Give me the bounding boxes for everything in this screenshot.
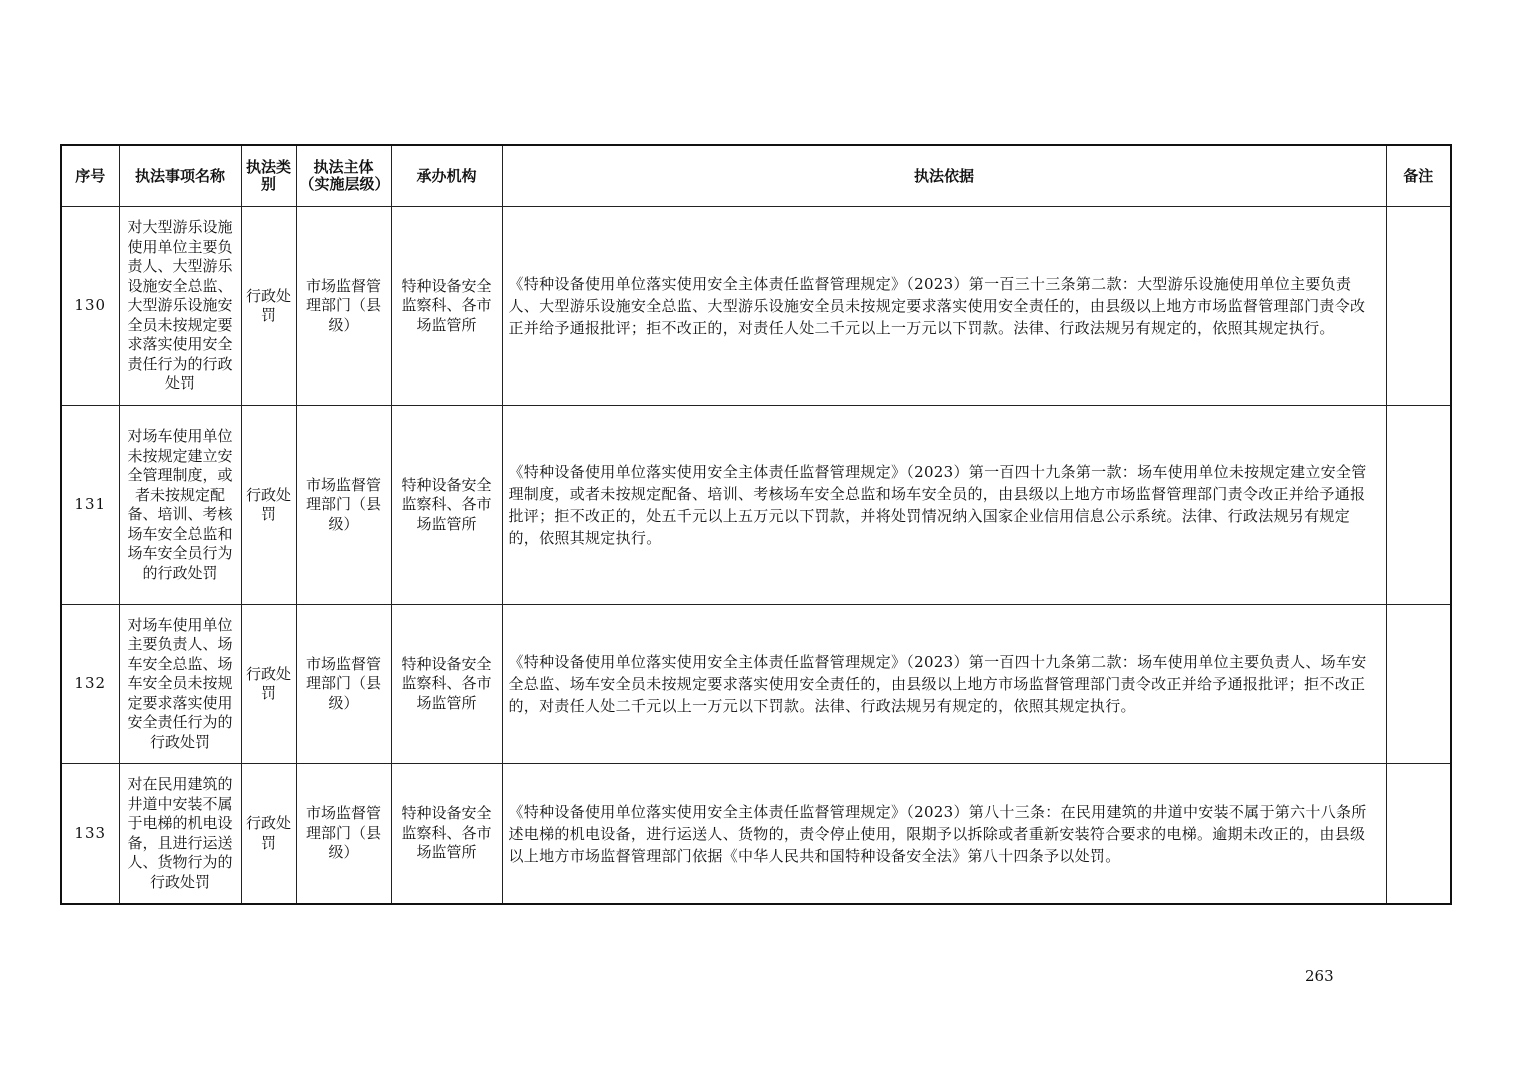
cell-subject: 市场监督管理部门（县级）	[296, 605, 391, 764]
cell-basis: 《特种设备使用单位落实使用安全主体责任监督管理规定》（2023）第一百四十九条第一款：场车使用单位未按规定建立安全管理制度，或者未按规定配备、培训、考核场车安全总监和场车安全员的，由县级以上地方市场监督管理部门责令改正并给予通报批评；拒不改正的，处五千元以上五万元以下罚款，并将处罚情况纳入国家企业信用信息公示系统。法律、行政法规另有规定的，依照其规定执行。	[502, 406, 1386, 605]
cell-category: 行政处罚	[241, 406, 296, 605]
cell-remarks	[1386, 406, 1451, 605]
cell-item-name: 对在民用建筑的井道中安装不属于电梯的机电设备，且进行运送人、货物行为的行政处罚	[119, 764, 241, 905]
cell-office: 特种设备安全监察科、各市场监管所	[391, 207, 502, 406]
cell-office: 特种设备安全监察科、各市场监管所	[391, 764, 502, 905]
header-remarks: 备注	[1386, 145, 1451, 207]
header-office: 承办机构	[391, 145, 502, 207]
cell-category: 行政处罚	[241, 207, 296, 406]
header-category: 执法类别	[241, 145, 296, 207]
cell-item-name: 对大型游乐设施使用单位主要负责人、大型游乐设施安全总监、大型游乐设施安全员未按规定要求落实使用安全责任行为的行政处罚	[119, 207, 241, 406]
cell-item-name: 对场车使用单位未按规定建立安全管理制度，或者未按规定配备、培训、考核场车安全总监和场车安全员行为的行政处罚	[119, 406, 241, 605]
cell-category: 行政处罚	[241, 764, 296, 905]
cell-office: 特种设备安全监察科、各市场监管所	[391, 406, 502, 605]
table-header-row	[61, 145, 1451, 207]
header-seq: 序号	[61, 145, 119, 207]
cell-seq: 133	[61, 764, 119, 905]
cell-seq: 130	[61, 207, 119, 406]
table-row	[61, 207, 1451, 406]
law-enforcement-table-container	[60, 144, 1450, 905]
law-enforcement-table	[60, 144, 1452, 905]
cell-subject: 市场监督管理部门（县级）	[296, 207, 391, 406]
page-number: 263	[1305, 967, 1334, 985]
cell-remarks	[1386, 764, 1451, 905]
cell-remarks	[1386, 605, 1451, 764]
table-row	[61, 605, 1451, 764]
header-subject: 执法主体（实施层级）	[296, 145, 391, 207]
header-basis: 执法依据	[502, 145, 1386, 207]
cell-seq: 131	[61, 406, 119, 605]
header-item-name: 执法事项名称	[119, 145, 241, 207]
cell-seq: 132	[61, 605, 119, 764]
cell-basis: 《特种设备使用单位落实使用安全主体责任监督管理规定》（2023）第一百三十三条第二款：大型游乐设施使用单位主要负责人、大型游乐设施安全总监、大型游乐设施安全员未按规定要求落实使用安全责任的，由县级以上地方市场监督管理部门责令改正并给予通报批评；拒不改正的，对责任人处二千元以上一万元以下罚款。法律、行政法规另有规定的，依照其规定执行。	[502, 207, 1386, 406]
cell-basis: 《特种设备使用单位落实使用安全主体责任监督管理规定》（2023）第八十三条：在民用建筑的井道中安装不属于第六十八条所述电梯的机电设备，进行运送人、货物的，责令停止使用，限期予以拆除或者重新安装符合要求的电梯。逾期未改正的，由县级以上地方市场监督管理部门依据《中华人民共和国特种设备安全法》第八十四条予以处罚。	[502, 764, 1386, 905]
table-row	[61, 764, 1451, 905]
cell-category: 行政处罚	[241, 605, 296, 764]
cell-basis: 《特种设备使用单位落实使用安全主体责任监督管理规定》（2023）第一百四十九条第二款：场车使用单位主要负责人、场车安全总监、场车安全员未按规定要求落实使用安全责任的，由县级以上地方市场监督管理部门责令改正并给予通报批评；拒不改正的，对责任人处二千元以上一万元以下罚款。法律、行政法规另有规定的，依照其规定执行。	[502, 605, 1386, 764]
cell-subject: 市场监督管理部门（县级）	[296, 406, 391, 605]
cell-office: 特种设备安全监察科、各市场监管所	[391, 605, 502, 764]
cell-subject: 市场监督管理部门（县级）	[296, 764, 391, 905]
table-row	[61, 406, 1451, 605]
cell-item-name: 对场车使用单位主要负责人、场车安全总监、场车安全员未按规定要求落实使用安全责任行为的行政处罚	[119, 605, 241, 764]
cell-remarks	[1386, 207, 1451, 406]
